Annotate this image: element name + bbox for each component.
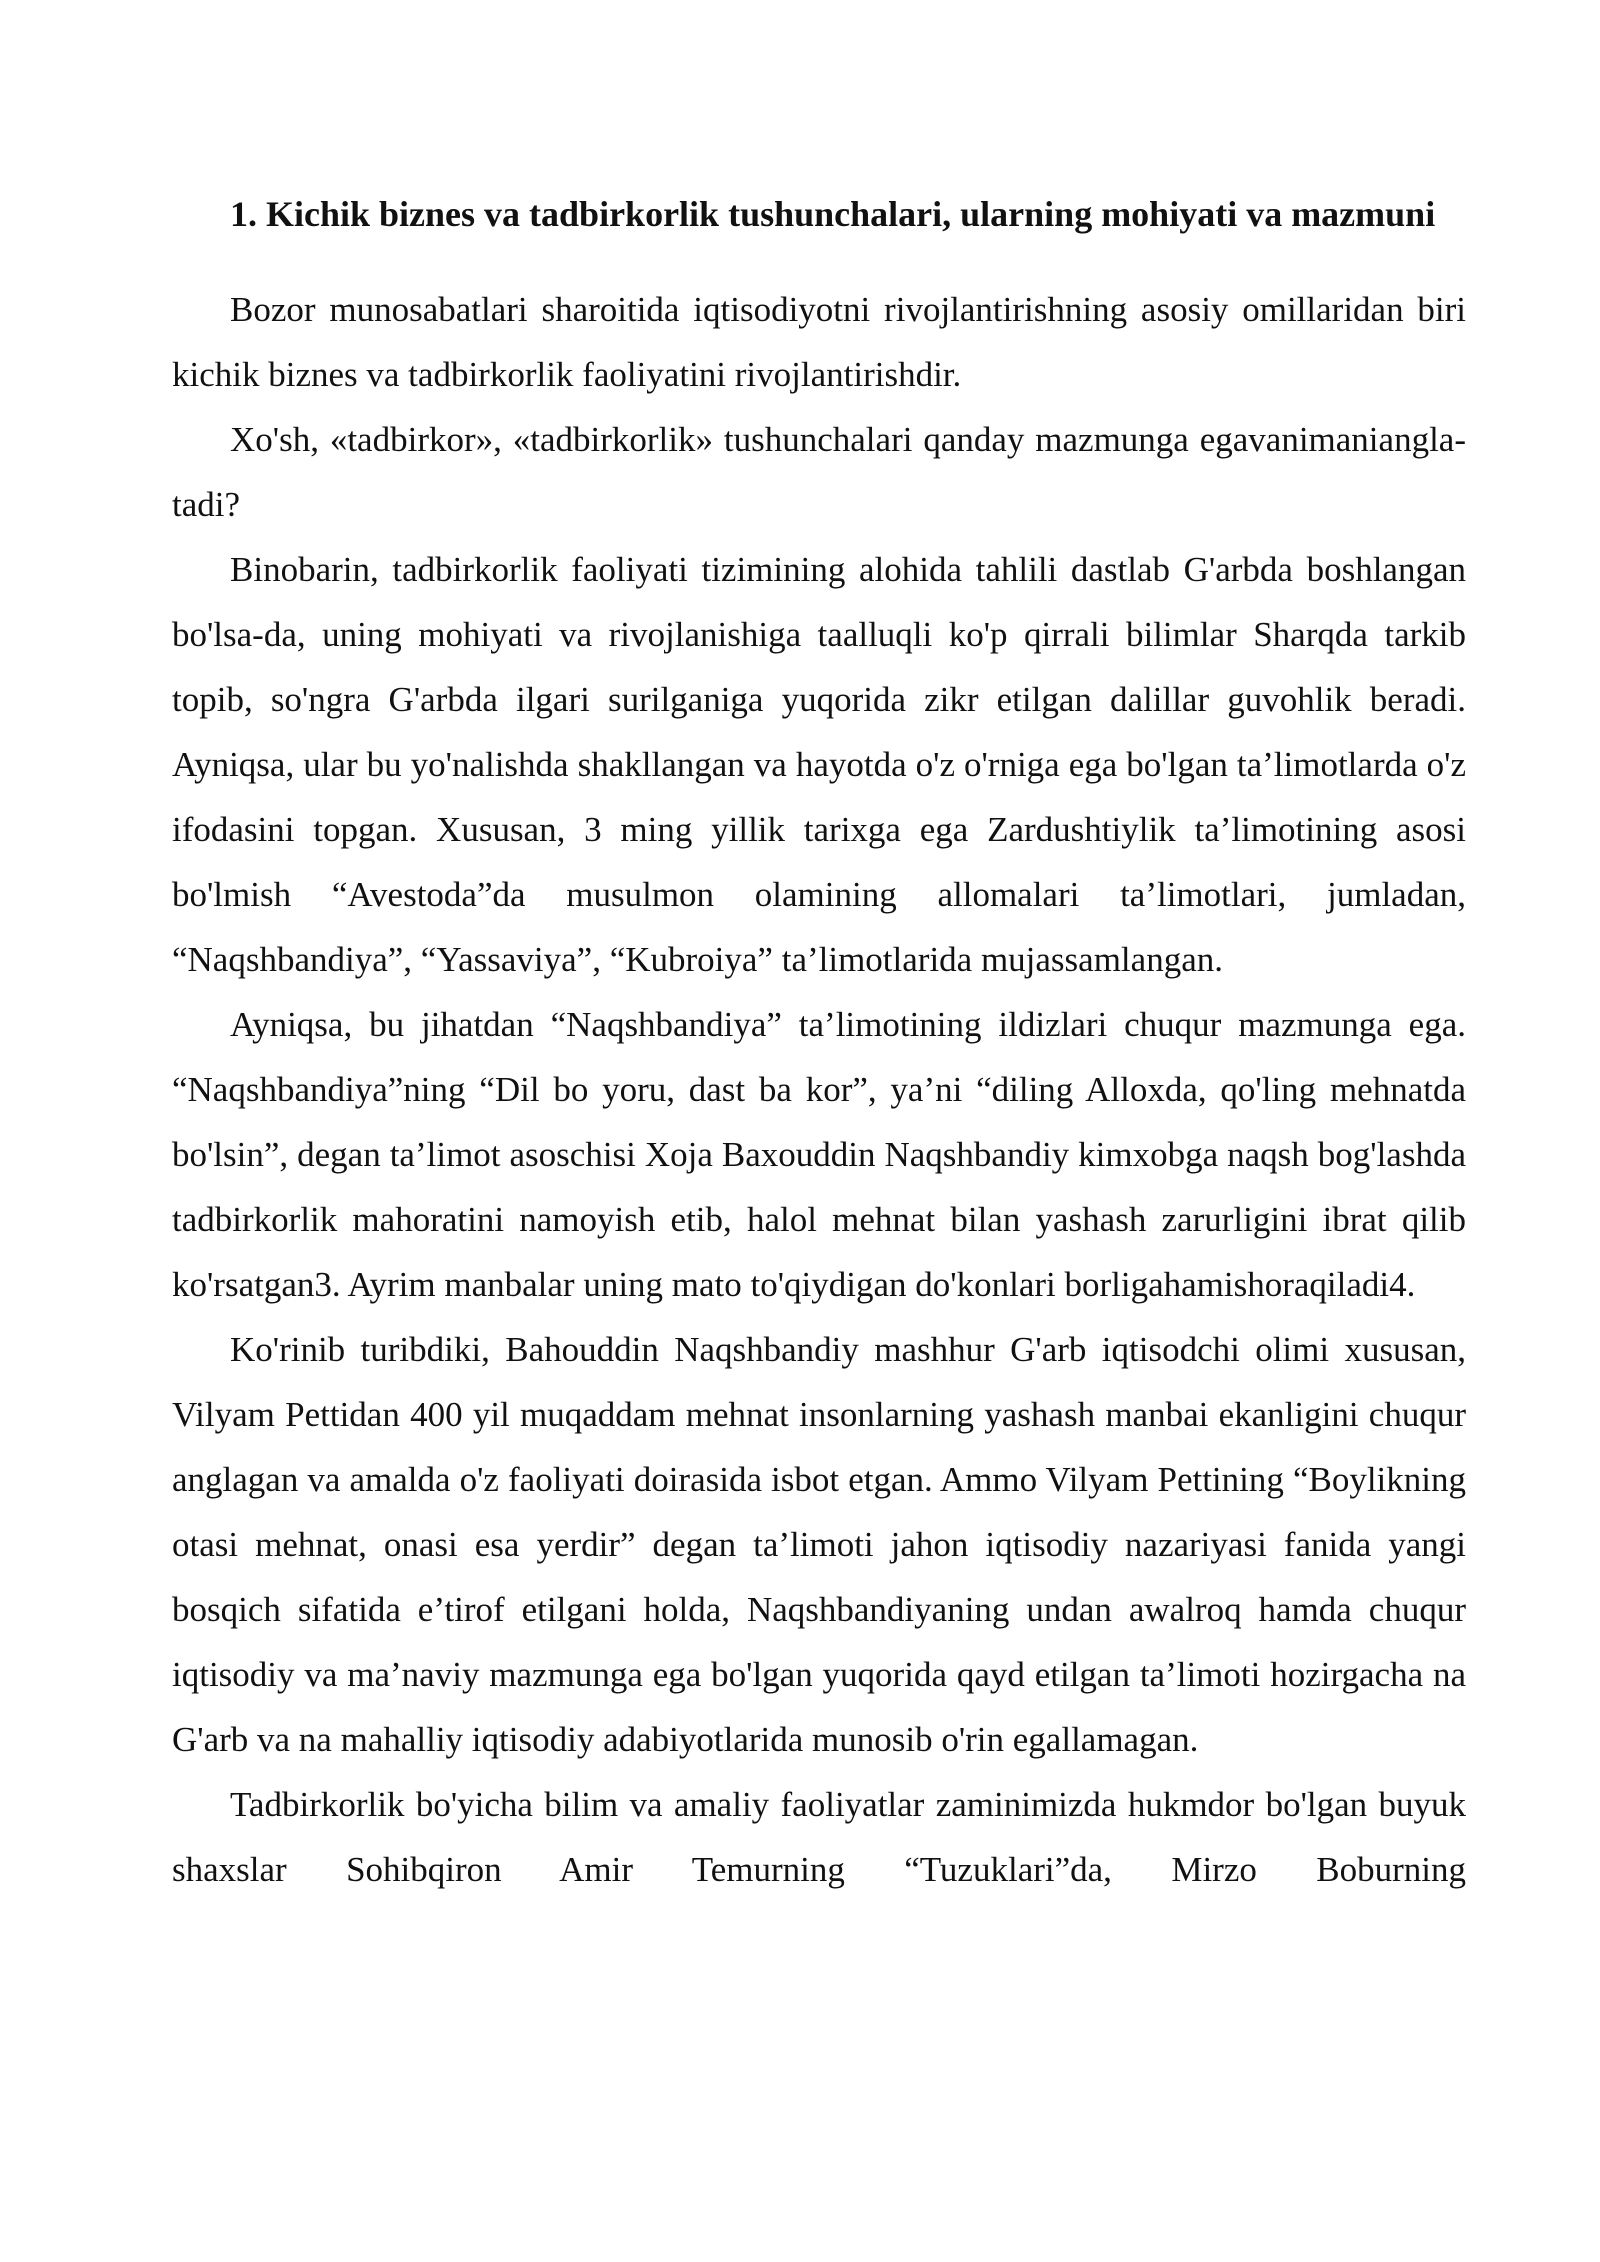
paragraph-3: Binobarin, tadbirkorlik faoliyati tizimining alohida tahlili dastlab G'arbda boshlangan bo'lsa-da, uning mohiyati va rivojlanishiga taalluqli ko'p qirrali bilimlar Sharqda tarkib topib, so'ngra G'arbda ilgari surilganiga yuqorida zikr etilgan dalillar guvohlik beradi. Ayniqsa, ular bu yo'nalishda shakllangan va hayotda o'z o'rniga ega bo'lgan ta’limotlarda o'z ifodasini topgan. Xususan, 3 ming yillik tarixga ega Zardushtiylik ta’limotining asosi bo'lmish “Avestoda”da musulmon olamining allomalari ta’limotlari, jumladan, “Naqshbandiya”, “Yassaviya”, “Kubroiya” ta’limotlarida mujassamlangan. <box>172 550 1466 979</box>
paragraph-6: Tadbirkorlik bo'yicha bilim va amaliy faoliyatlar zaminimizda hukmdor bo'lgan buyuk shaxslar Sohibqiron Amir Temurning “Tuzuklari”da, Mirzo Boburning <box>172 1785 1466 1889</box>
text-column <box>172 182 1466 1902</box>
section-heading: 1. Kichik biznes va tadbirkorlik tushunchalari, ularning mohiyati va mazmuni <box>230 194 1436 234</box>
paragraph-2: Xo'sh, «tadbirkor», «tadbirkorlik» tushunchalari qanday mazmunga egavanimanianglatadi? <box>172 420 1466 524</box>
paragraph-1: Bozor munosabatlari sharoitida iqtisodiyotni rivojlantirishning asosiy omillaridan biri kichik biznes va tadbirkorlik faoliyatini rivojlantirishdir. <box>172 290 1466 394</box>
paragraph-4: Ayniqsa, bu jihatdan “Naqshbandiya” ta’limotining ildizlari chuqur mazmunga ega. “Naqshbandiya”ning “Dil bo yoru, dast ba kor”, ya’ni “diling Alloxda, qo'ling mehnatda bo'lsin”, degan ta’limot asoschisi Xoja Baxouddin Naqshbandiy kimxobga naqsh bog'lashda tadbirkorlik mahoratini namoyish etib, halol mehnat bilan yashash zarurligini ibrat qilib ko'rsatgan3. Ayrim manbalar uning mato to'qiydigan do'konlari borligahamishoraqiladi4. <box>172 1005 1466 1304</box>
paragraph-5: Ko'rinib turibdiki, Bahouddin Naqshbandiy mashhur G'arb iqtisodchi olimi xususan, Vilyam Pettidan 400 yil muqaddam mehnat insonlarning yashash manbai ekanligini chuqur anglagan va amalda o'z faoliyati doirasida isbot etgan. Ammo Vilyam Pettining “Boylikning otasi mehnat, onasi esa yerdir” degan ta’limoti jahon iqtisodiy nazariyasi fanida yangi bosqich sifatida e’tirof etilgani holda, Naqshbandiyaning undan awalroq hamda chuqur iqtisodiy va ma’naviy mazmunga ega bo'lgan yuqorida qayd etilgan ta’limoti hozirgacha na G'arb va na mahalliy iqtisodiy adabiyotlarida munosib o'rin egallamagan. <box>172 1330 1466 1759</box>
